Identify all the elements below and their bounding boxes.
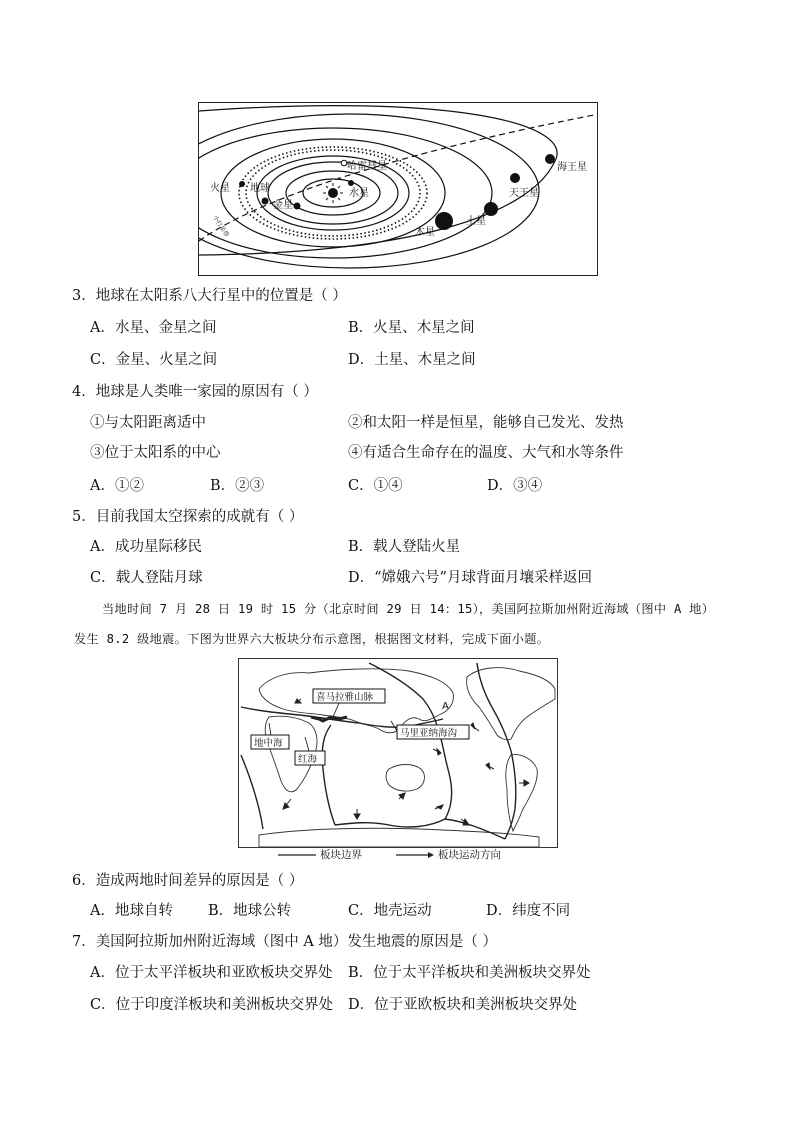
- plates-map-svg: [239, 659, 557, 847]
- label-halley-comet: 哈雷彗星: [347, 161, 387, 172]
- mars-icon: [239, 181, 245, 187]
- question-4-stem: 4．地球是人类唯一家园的原因有（ ）: [72, 384, 318, 400]
- world-plates-map: [238, 658, 558, 848]
- uranus-icon: [510, 173, 520, 183]
- q6-option-c[interactable]: C．地壳运动: [348, 903, 432, 919]
- label-mercury: 水星: [349, 188, 369, 199]
- question-3-stem: 3．地球在太阳系八大行星中的位置是（ ）: [72, 288, 347, 304]
- venus-icon: [294, 203, 301, 210]
- q6-option-d[interactable]: D．纬度不同: [486, 903, 571, 919]
- label-mediterranean: 地中海: [254, 738, 283, 749]
- earth-icon: [262, 198, 269, 205]
- label-asteroid-belt: 小行星带: [211, 214, 230, 239]
- antarctica-shape: [259, 828, 539, 847]
- label-red-sea: 红海: [298, 754, 318, 765]
- comet-icon: [341, 160, 347, 166]
- q3-option-a[interactable]: A．水星、金星之间: [90, 320, 217, 336]
- label-mars: 火星: [210, 183, 230, 194]
- q4-statement-2: ②和太阳一样是恒星，能够自己发光、发热: [348, 415, 624, 431]
- label-mariana-trench: 马里亚纳海沟: [400, 728, 458, 739]
- q5-option-a[interactable]: A．成功星际移民: [90, 539, 202, 555]
- label-himalaya: 喜马拉雅山脉: [316, 692, 374, 703]
- mercury-icon: [348, 180, 354, 186]
- q7-option-a[interactable]: A．位于太平洋板块和亚欧板块交界处: [90, 965, 333, 981]
- q4-option-d[interactable]: D．③④: [487, 478, 543, 494]
- q4-statement-1: ①与太阳距离适中: [90, 415, 206, 431]
- saturn-icon: [484, 202, 498, 216]
- question-7-stem: 7．美国阿拉斯加州附近海域（图中 A 地）发生地震的原因是（ ）: [72, 934, 498, 950]
- comet-orbit: [199, 115, 594, 241]
- boundary-indian-south: [335, 819, 445, 827]
- boundary-african-east: [322, 725, 335, 825]
- q5-option-c[interactable]: C．载人登陆月球: [90, 570, 203, 586]
- q4-option-a[interactable]: A．①②: [90, 478, 144, 494]
- q4-statement-4: ④有适合生命存在的温度、大气和水等条件: [348, 445, 624, 461]
- australia-shape: [386, 765, 424, 792]
- q5-option-d[interactable]: D．“嫦娥六号”月球背面月壤采样返回: [348, 570, 592, 586]
- label-neptune: 海王星: [557, 162, 587, 173]
- label-point-a: A: [442, 701, 449, 712]
- q4-option-c[interactable]: C．①④: [348, 478, 403, 494]
- sun-icon: [323, 183, 343, 203]
- boundary-atlantic: [241, 755, 263, 829]
- question-6-stem: 6．造成两地时间差异的原因是（ ）: [72, 873, 304, 889]
- solar-system-figure: [198, 102, 598, 276]
- q6-option-a[interactable]: A．地球自转: [90, 903, 173, 919]
- q6-option-b[interactable]: B．地球公转: [208, 903, 292, 919]
- q7-option-b[interactable]: B．位于太平洋板块和美洲板块交界处: [348, 965, 591, 981]
- label-uranus: 天王星: [509, 188, 539, 199]
- passage-line-2: 发生 8.2 级地震。下图为世界六大板块分布示意图，根据图文材料，完成下面小题。: [74, 632, 550, 646]
- passage-line-1: 当地时间 7 月 28 日 19 时 15 分（北京时间 29 日 14：15），美国阿拉斯加州附近海域（图中 A 地）: [102, 602, 715, 616]
- q4-option-b[interactable]: B．②③: [210, 478, 265, 494]
- legend-direction-label: 板块运动方向: [438, 849, 501, 861]
- q7-option-d[interactable]: D．位于亚欧板块和美洲板块交界处: [348, 997, 578, 1013]
- legend-arrow-icon: [396, 850, 436, 860]
- jupiter-icon: [435, 212, 453, 230]
- orbit-neptune: [199, 106, 557, 255]
- question-5-stem: 5．目前我国太空探索的成就有（ ）: [72, 509, 304, 525]
- south-america-shape: [506, 755, 538, 831]
- q7-option-c[interactable]: C．位于印度洋板块和美洲板块交界处: [90, 997, 334, 1013]
- legend-boundary-line-icon: [278, 850, 318, 860]
- legend-boundary-label: 板块边界: [320, 849, 362, 861]
- q3-option-c[interactable]: C．金星、火星之间: [90, 352, 218, 368]
- solar-system-diagram: [199, 103, 597, 275]
- label-venus: 金星: [273, 200, 293, 211]
- neptune-icon: [545, 154, 555, 164]
- q3-option-b[interactable]: B．火星、木星之间: [348, 320, 475, 336]
- q4-statement-3: ③位于太阳系的中心: [90, 445, 221, 461]
- label-jupiter: 木星: [415, 227, 435, 238]
- q3-option-d[interactable]: D．土星、木星之间: [348, 352, 476, 368]
- label-earth: 地球: [250, 183, 270, 194]
- label-saturn: 土星: [466, 216, 486, 227]
- q5-option-b[interactable]: B．载人登陆火星: [348, 539, 461, 555]
